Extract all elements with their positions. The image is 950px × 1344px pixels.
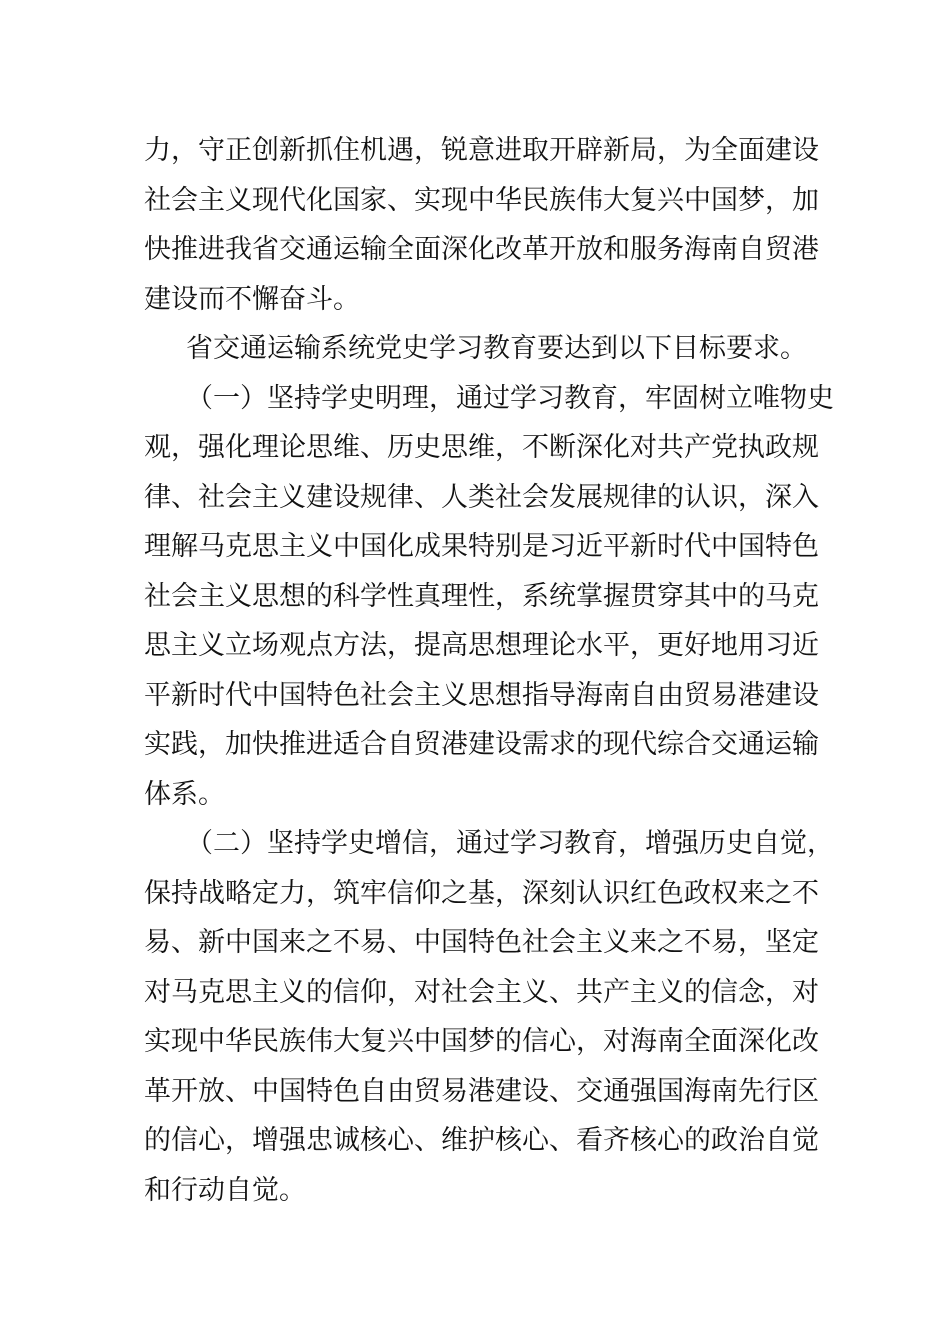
text-line-2: 社会主义现代化国家、实现中华民族伟大复兴中国梦，加 <box>144 184 819 216</box>
text-line-8: 律、社会主义建设规律、人类社会发展规律的认识，深入 <box>144 481 819 513</box>
text-line-5: 省交通运输系统党史学习教育要达到以下目标要求。 <box>186 333 807 364</box>
text-line-4: 建设而不懈奋斗。 <box>144 283 360 315</box>
text-line-12: 平新时代中国特色社会主义思想指导海南自由贸易港建设 <box>144 679 819 711</box>
text-line-13: 实践，加快推进适合自贸港建设需求的现代综合交通运输 <box>144 729 819 760</box>
text-line-21: 的信心，增强忠诚核心、维护核心、看齐核心的政治自觉 <box>144 1125 819 1156</box>
text-line-1: 力，守正创新抓住机遇，锐意进取开辟新局，为全面建设 <box>144 135 819 166</box>
text-line-15: （二）坚持学史增信，通过学习教育，增强历史自觉， <box>186 828 834 859</box>
text-line-14: 体系。 <box>144 778 225 810</box>
text-line-6: （一）坚持学史明理，通过学习教育，牢固树立唯物史 <box>186 382 834 414</box>
text-line-19: 实现中华民族伟大复兴中国梦的信心，对海南全面深化改 <box>144 1026 819 1057</box>
text-line-3: 快推进我省交通运输全面深化改革开放和服务海南自贸港 <box>144 234 819 265</box>
text-line-20: 革开放、中国特色自由贸易港建设、交通强国海南先行区 <box>144 1075 819 1107</box>
text-line-9: 理解马克思主义中国化成果特别是习近平新时代中国特色 <box>144 531 819 562</box>
text-line-16: 保持战略定力，筑牢信仰之基，深刻认识红色政权来之不 <box>144 877 819 909</box>
text-line-7: 观，强化理论思维、历史思维，不断深化对共产党执政规 <box>144 432 819 463</box>
body-text <box>144 126 834 1215</box>
text-line-10: 社会主义思想的科学性真理性，系统掌握贯穿其中的马克 <box>144 580 819 612</box>
text-line-17: 易、新中国来之不易、中国特色社会主义来之不易，坚定 <box>144 927 819 958</box>
text-line-11: 思主义立场观点方法，提高思想理论水平，更好地用习近 <box>144 630 819 661</box>
text-line-18: 对马克思主义的信仰，对社会主义、共产主义的信念，对 <box>144 976 819 1008</box>
text-line-22: 和行动自觉。 <box>144 1174 306 1206</box>
